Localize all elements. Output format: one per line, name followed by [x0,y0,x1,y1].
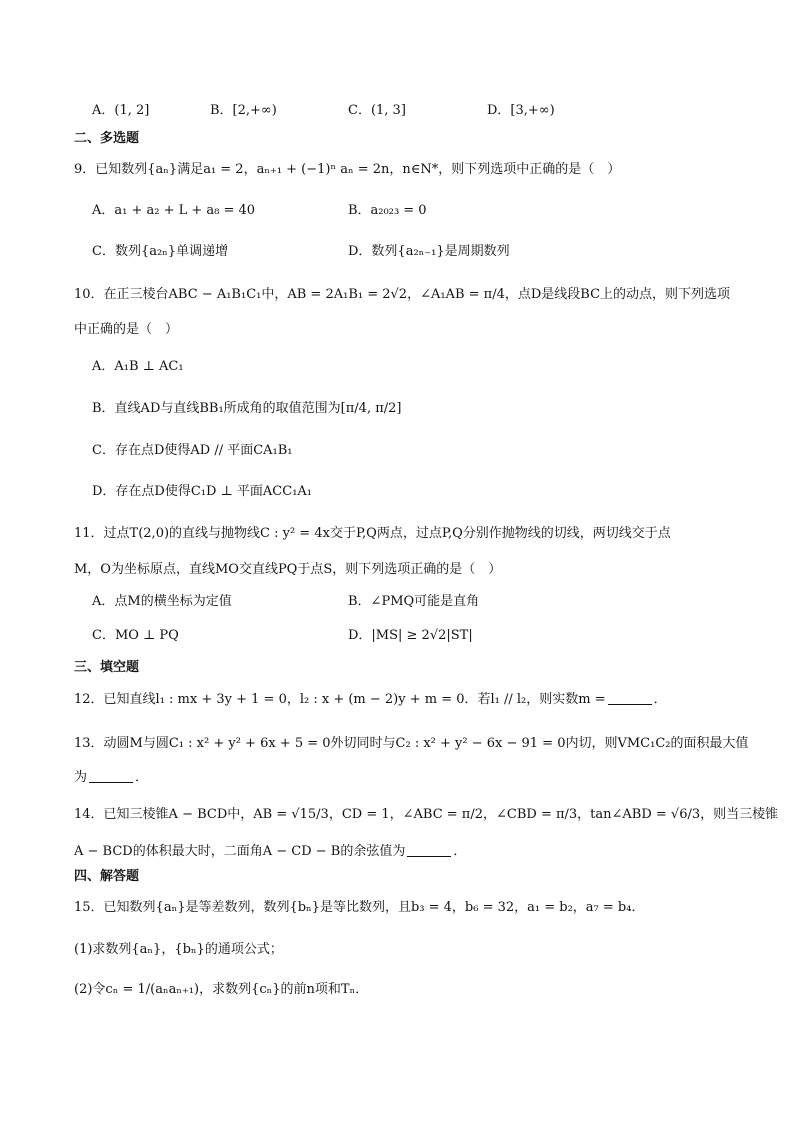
q14-text-end: ． [453,844,467,859]
q13-text-end: ． [135,770,149,785]
q14-stem-line2 [74,843,466,861]
q12-stem [74,691,667,709]
q10-option-b: B．直线AD与直线BB₁所成角的取值范围为[π/4, π/2] [92,401,402,416]
q9-option-c: C．数列{a₂ₙ}单调递增 [92,244,229,259]
q13-text: 为 [74,770,88,785]
q12-text-end: ． [653,692,667,707]
q8-option-b: B．[2,+∞) [210,103,277,118]
q11-stem-line1: 11．过点T(2,0)的直线与抛物线C : y² = 4x交于P,Q两点，过点P,Q分别作抛物线的切线，两切线交于点 [74,526,671,541]
section-heading-fill: 三、填空题 [74,660,140,675]
q13-stem-line2 [74,769,148,787]
q11-stem-line2: M，O为坐标原点，直线MO交直线PQ于点S，则下列选项正确的是（ ） [74,562,502,577]
q8-option-a: A．(1, 2] [92,103,150,118]
q9-option-b: B．a₂₀₂₃ = 0 [348,203,427,218]
q15-stem: 15．已知数列{aₙ}是等差数列，数列{bₙ}是等比数列，且b₃ = 4，b₆ = 32，a₁ = b₂，a₇ = b₄． [74,900,645,915]
q10-option-c: C．存在点D使得AD // 平面CA₁B₁ [92,443,293,458]
q11-option-d: D．|MS| ≥ 2√2|ST| [348,628,473,643]
q10-stem-line1: 10．在正三棱台ABC − A₁B₁C₁中，AB = 2A₁B₁ = 2√2，∠A₁AB = π/4，点D是线段BC上的动点，则下列选项 [74,287,731,302]
q10-option-d: D．存在点D使得C₁D ⊥ 平面ACC₁A₁ [92,484,313,499]
q9-option-d: D．数列{a₂ₙ₋₁}是周期数列 [348,244,510,259]
q15-part1: (1)求数列{aₙ}，{bₙ}的通项公式； [74,942,283,957]
q15-part2: (2)令cₙ = 1/(aₙaₙ₊₁)，求数列{cₙ}的前n项和Tₙ． [74,982,369,997]
q13-answer-blank[interactable] [89,770,133,783]
q8-option-c: C．(1, 3] [348,103,406,118]
q14-stem-line1: 14．已知三棱锥A − BCD中，AB = √15/3，CD = 1，∠ABC = π/2，∠CBD = π/3，tan∠ABD = √6/3，则当三棱锥 [74,807,779,822]
q11-option-c: C．MO ⊥ PQ [92,628,179,643]
q10-option-a: A．A₁B ⊥ AC₁ [92,359,184,374]
q11-option-b: B．∠PMQ可能是直角 [348,594,480,609]
q14-answer-blank[interactable] [407,844,451,857]
q10-stem-line2: 中正确的是（ ） [74,322,179,337]
q9-stem: 9．已知数列{aₙ}满足a₁ = 2，aₙ₊₁ + (−1)ⁿ aₙ = 2n，n∈N*，则下列选项中正确的是（ ） [74,162,621,177]
q12-text: 12．已知直线l₁ : mx + 3y + 1 = 0，l₂ : x + (m − 2)y + m = 0．若l₁ // l₂，则实数m = [74,692,606,707]
q13-stem-line1: 13．动圆M与圆C₁ : x² + y² + 6x + 5 = 0外切同时与C₂ : x² + y² − 6x − 91 = 0内切，则VMC₁C₂的面积最大值 [74,736,749,751]
q8-option-d: D．[3,+∞) [487,103,555,118]
section-heading-answer: 四、解答题 [74,869,140,884]
q9-option-a: A．a₁ + a₂ + L + a₈ = 40 [92,203,256,218]
section-heading-multi: 二、多选题 [74,131,140,146]
q14-text: A − BCD的体积最大时，二面角A − CD − B的余弦值为 [74,844,406,859]
q11-option-a: A．点M的横坐标为定值 [92,594,232,609]
q12-answer-blank[interactable] [608,692,652,705]
